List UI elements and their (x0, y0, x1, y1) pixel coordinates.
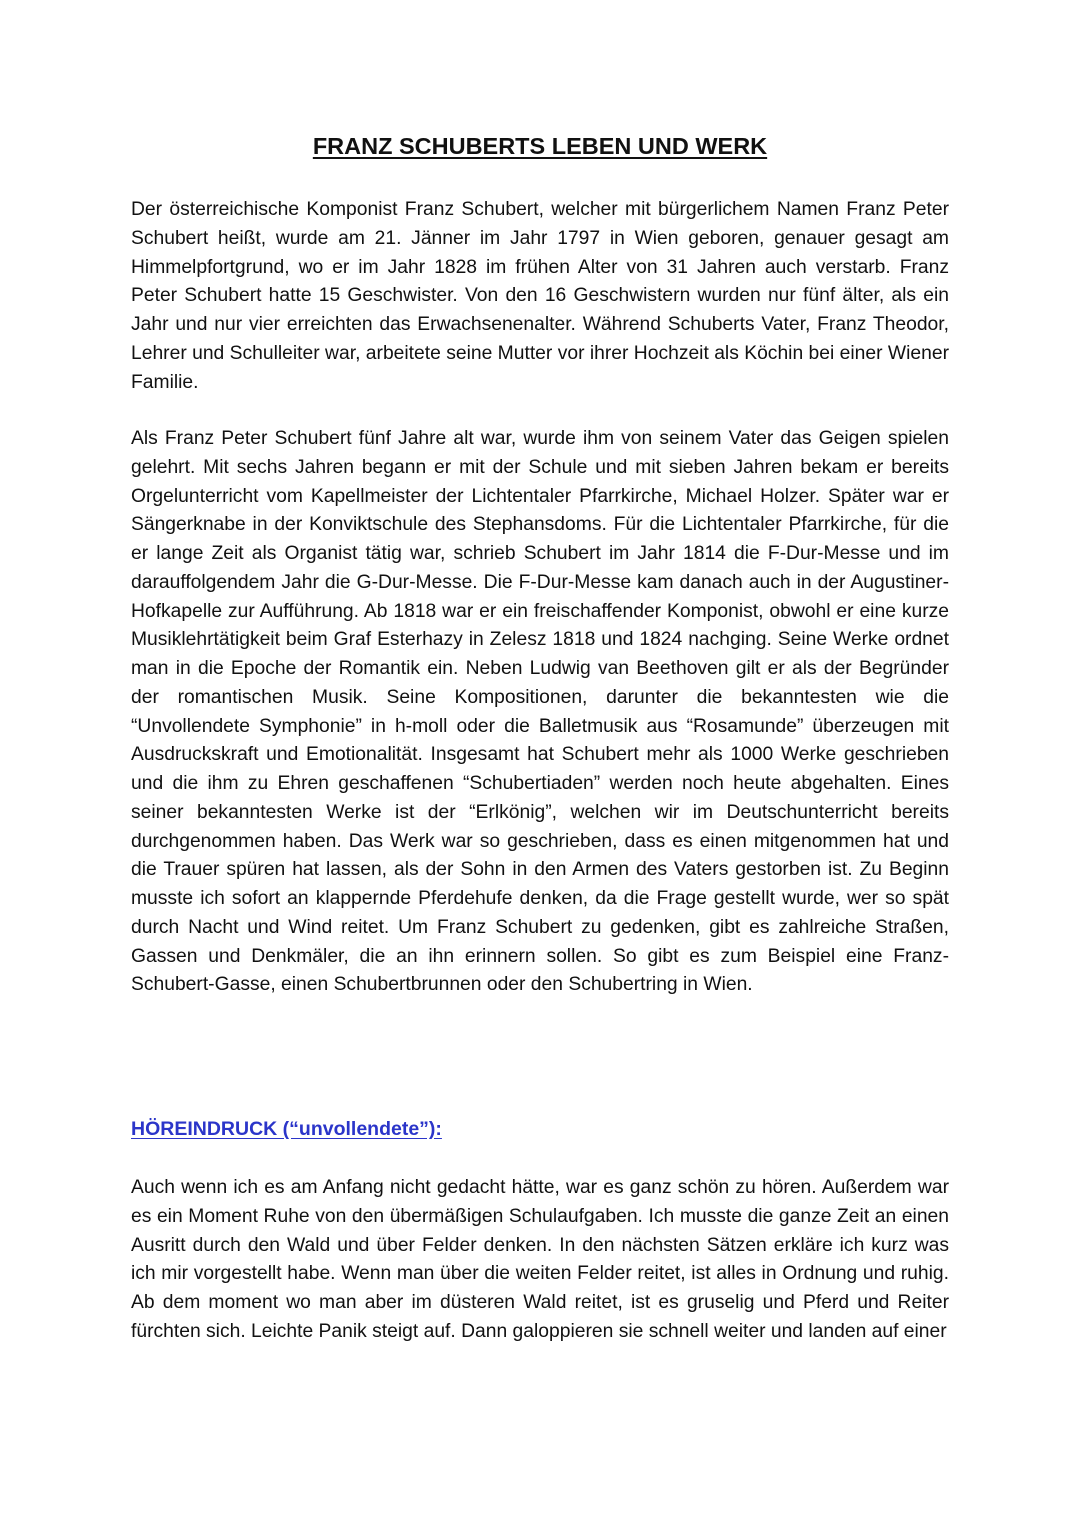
section-heading-hoereindruck: HÖREINDRUCK (“unvollendete”): (131, 1118, 442, 1140)
paragraph-hoereindruck: Auch wenn ich es am Anfang nicht gedacht hätte, war es ganz schön zu hören. Außerdem war es ein Moment Ruhe von den übermäßigen Schulaufgaben. Ich musste die ganze Zeit an einen Ausritt durch den Wald und über Felder denken. In den nächsten Sätzen erkläre ich kurz was ich mir vorgestellt habe. Wenn man über die weiten Felder reitet, ist alles in Ordnung und ruhig. Ab dem moment wo man aber im düsteren Wald reitet, ist es gruselig und Pferd und Reiter fürchten sich. Leichte Panik steigt auf. Dann galoppieren sie schnell weiter und landen auf einer (131, 1177, 949, 1342)
document-title: FRANZ SCHUBERTS LEBEN UND WERK (312, 133, 768, 159)
paragraph-biography-works: Als Franz Peter Schubert fünf Jahre alt war, wurde ihm von seinem Vater das Geigen spielen gelehrt. Mit sechs Jahren begann er mit der Schule und mit sieben Jahren bekam er bereits Orgelunterricht vom Kapellmeister der Lichtentaler Pfarrkirche, Michael Holzer. Später war er Sängerknabe in der Konviktschule des Stephansdoms. Für die Lichtentaler Pfarrkirche, für die er lange Zeit als Organist tätig war, schrieb Schubert im Jahr 1814 die F-Dur-Messe und im darauffolgendem Jahr die G-Dur-Messe. Die F-Dur-Messe kam danach auch in der Augustiner-Hofkapelle zur Aufführung. Ab 1818 war er ein freischaffender Komponist, obwohl er eine kurze Musiklehrtätigkeit beim Graf Esterhazy in Zelesz 1818 und 1824 nachging. Seine Werke ordnet man in die Epoche der Romantik ein. Neben Ludwig van Beethoven gilt er als der Begründer der romantischen Musik. Seine Kompositionen, darunter die bekanntesten wie die “Unvollendete Symphonie” in h-moll oder die Balletmusik aus “Rosamunde” überzeugen mit Ausdruckskraft und Emotionalität. Insgesamt hat Schubert mehr als 1000 Werke geschrieben und die ihm zu Ehren geschaffenen “Schubertiaden” werden noch heute abgehalten. Eines seiner bekanntesten Werke ist der “Erlkönig”, welchen wir im Deutschunterricht bereits durchgenommen haben. Das Werk war so geschrieben, dass es einen mitgenommen hat und die Trauer spüren hat lassen, als der Sohn in den Armen des Vaters gestorben ist. Zu Beginn musste ich sofort an klappernde Pferdehufe denken, da die Frage gestellt wurde, wer so spät durch Nacht und Wind reitet. Um Franz Schubert zu gedenken, gibt es zahlreiche Straßen, Gassen und Denkmäler, die an ihn erinnern sollen. So gibt es zum Beispiel eine Franz-Schubert-Gasse, einen Schubertbrunnen oder den Schubertring in Wien. (131, 428, 949, 996)
paragraph-biography-intro: Der österreichische Komponist Franz Schubert, welcher mit bürgerlichem Namen Franz Peter Schubert heißt, wurde am 21. Jänner im Jahr 1797 in Wien geboren, genauer gesagt am Himmelpfortgrund, wo er im Jahr 1828 im frühen Alter von 31 Jahren auch verstarb. Franz Peter Schubert hatte 15 Geschwister. Von den 16 Geschwistern wurden nur fünf älter, als ein Jahr und nur vier erreichten das Erwachsenenalter. Während Schuberts Vater, Franz Theodor, Lehrer und Schulleiter war, arbeitete seine Mutter vor ihrer Hochzeit als Köchin bei einer Wiener Familie. (131, 199, 949, 393)
